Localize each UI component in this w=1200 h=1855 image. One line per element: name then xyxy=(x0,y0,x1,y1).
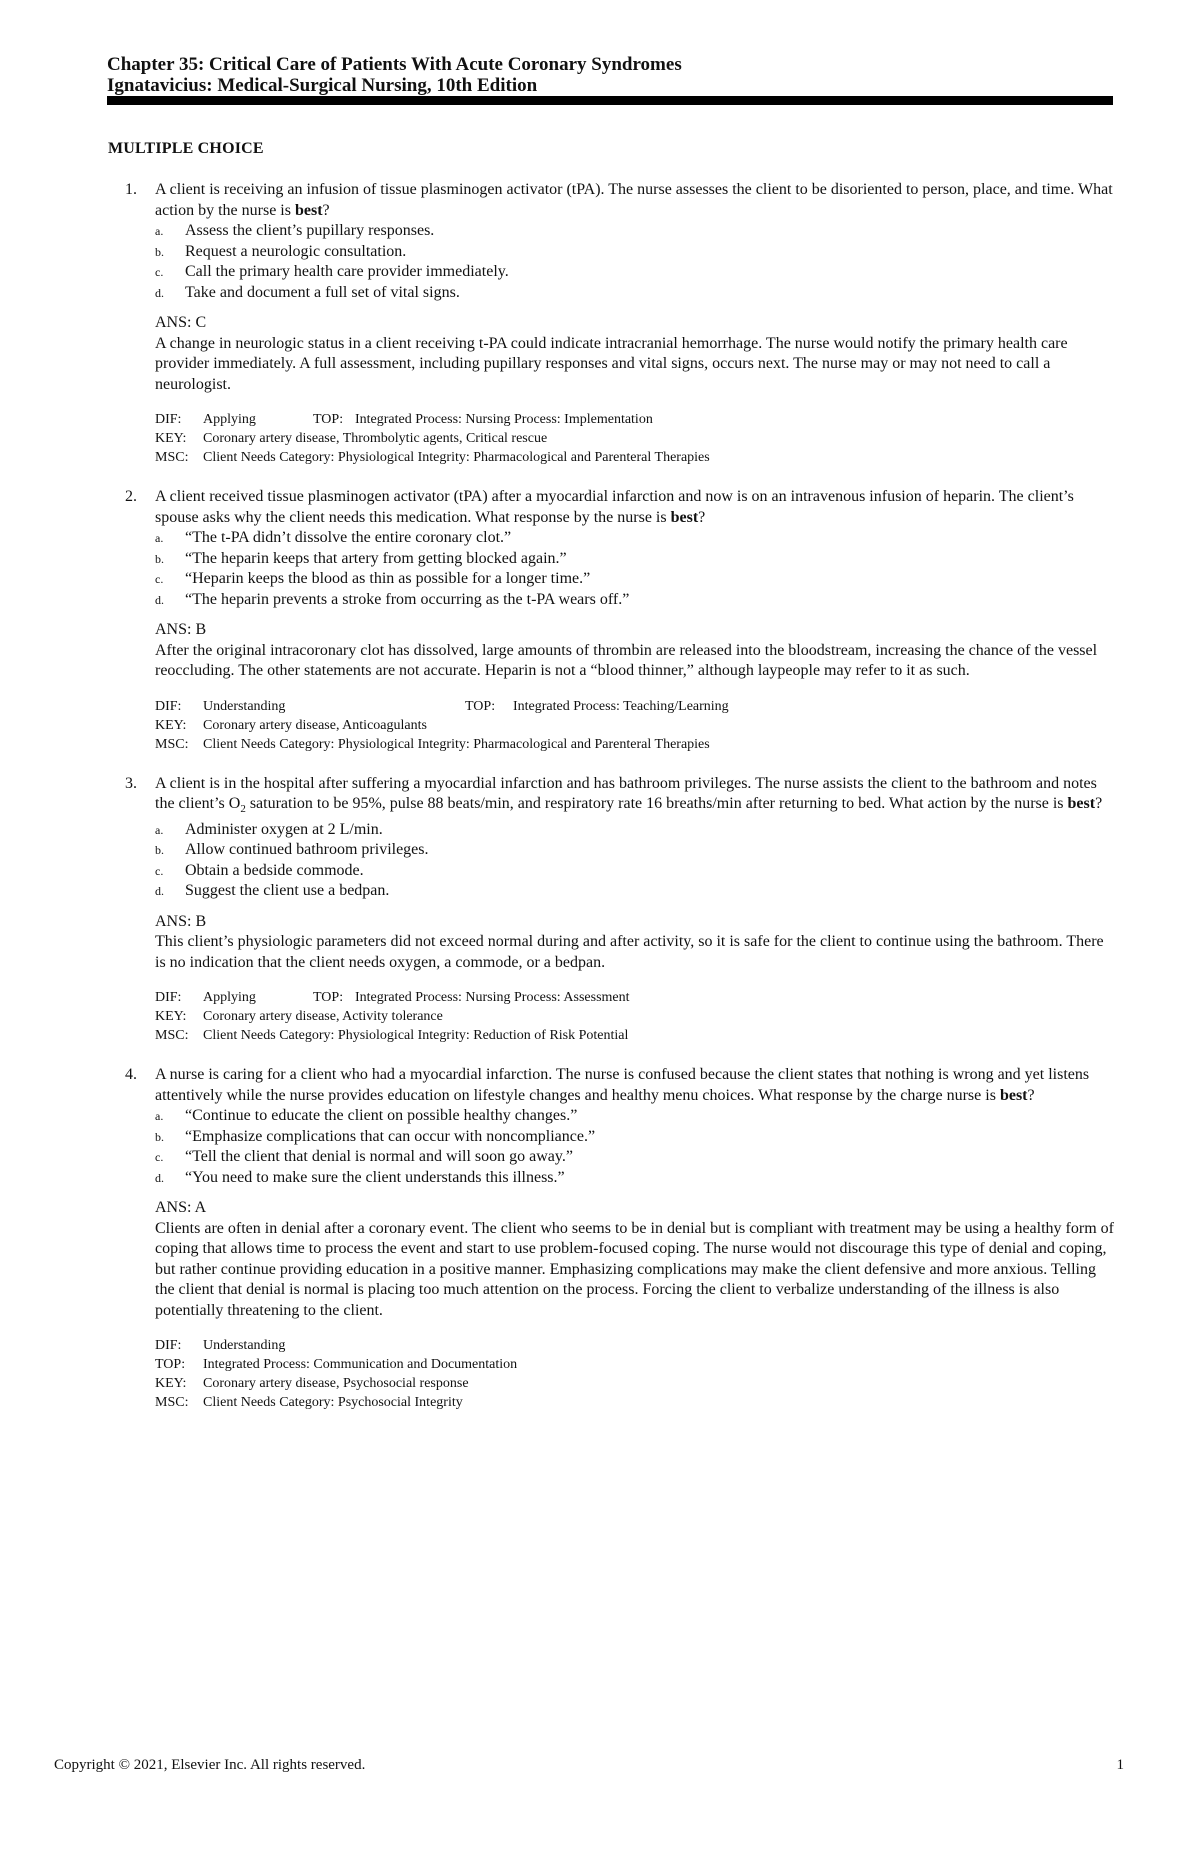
question-1 xyxy=(125,180,1115,467)
question-stem: A nurse is caring for a client who had a myocardial infarction. The nurse is confused because the client states that nothing is wrong and yet listens attentively while the nurse provides education on lifestyle changes and healthy menu choices. What response by the charge nurse is best? xyxy=(155,1066,1090,1104)
page-header xyxy=(107,54,1113,105)
question-number: 2. xyxy=(125,488,137,505)
option-a: a. Administer oxygen at 2 L/min. xyxy=(155,820,383,838)
option-b: b. Allow continued bathroom privileges. xyxy=(155,841,429,859)
question-stem: A client is in the hospital after suffering a myocardial infarction and has bathroom privileges. The nurse assists the client to the bathroom and notes the client’s $O_2$ saturation to be 95%, pulse 88 beats/min, and respiratory rate 16 breaths/min after returning to bed. What action by the nurse is best? xyxy=(155,774,1103,816)
option-d: d. Take and document a full set of vital signs. xyxy=(155,283,460,301)
answer-key: ANS: B xyxy=(155,912,207,930)
answer-key: ANS: B xyxy=(155,621,207,638)
chapter-title: Chapter 35: Critical Care of Patients With Acute Coronary Syndromes xyxy=(107,54,682,75)
option-d: d. “The heparin prevents a stroke from occurring as the t-PA wears off.” xyxy=(155,590,630,608)
option-c: c. “Heparin keeps the blood as thin as possible for a longer time.” xyxy=(155,570,591,587)
header-rule xyxy=(107,96,1113,105)
option-c: c. “Tell the client that denial is normal and will soon go away.” xyxy=(155,1148,573,1166)
answer-options xyxy=(155,820,1115,902)
rationale: This client’s physiologic parameters did not exceed normal during and after activity, so it is safe for the client to continue using the bathroom. There is no indication that the client needs oxygen, a commode, or a bedpan. xyxy=(155,933,1104,971)
section-title: MULTIPLE CHOICE xyxy=(108,140,264,157)
option-d: d. “You need to make sure the client understands this illness.” xyxy=(155,1168,565,1186)
answer-options xyxy=(155,528,1115,610)
question-stem: A client received tissue plasminogen activator (tPA) after a myocardial infarction and now is on an intravenous infusion of heparin. The client’s spouse asks why the client needs this medication. What response by the nurse is best? xyxy=(155,488,1074,526)
option-d: d. Suggest the client use a bedpan. xyxy=(155,882,390,900)
option-c: c. Obtain a bedside commode. xyxy=(155,861,364,879)
question-number: 1. xyxy=(125,181,137,198)
questions-list xyxy=(125,180,1115,1432)
option-a: a. Assess the client’s pupillary responses. xyxy=(155,222,435,239)
option-c: c. Call the primary health care provider immediately. xyxy=(155,263,509,280)
option-b: b. Request a neurologic consultation. xyxy=(155,242,407,260)
option-b: b. “Emphasize complications that can occur with noncompliance.” xyxy=(155,1127,596,1145)
answer-options xyxy=(155,221,1115,303)
rationale: Clients are often in denial after a coronary event. The client who seems to be in denial but is compliant with treatment may be using a healthy form of coping that allows time to process the event and start to use problem-focused coping. The nurse would not discourage this type of denial and coping, but rather continue providing education in a positive manner. Emphasizing complications may make the client defensive and more anxious. Telling the client that denial is normal is placing too much attention on the process. Forcing the client to verbalize understanding of the illness is also potentially threatening to the client. xyxy=(155,1219,1114,1319)
answer-options xyxy=(155,1106,1115,1188)
question-number: 3. xyxy=(125,774,137,792)
question-metadata: DIF: Applying TOP: Integrated Process: Nursing Process: Assessment KEY: Coronary artery disease, Activity tolerance MSC: Client Needs Category: Physiological Integrity: Reduction of Risk Potential xyxy=(155,990,630,1044)
question-metadata: DIF: Understanding TOP: Integrated Process: Teaching/Learning KEY: Coronary artery disease, Anticoagulants MSC: Client Needs Category: Physiological Integrity: Pharmacological and Parenteral Therapies xyxy=(155,698,729,752)
question-metadata: DIF: Understanding TOP: Integrated Process: Communication and Documentation KEY: Coronary artery disease, Psychosocial response MSC: Client Needs Category: Psychosocial Integrity xyxy=(155,1338,518,1411)
answer-key: ANS: A xyxy=(155,1199,207,1217)
rationale: A change in neurologic status in a client receiving t-PA could indicate intracranial hemorrhage. The nurse would notify the primary health care provider immediately. A full assessment, including pupillary responses and vital signs, occurs next. The nurse may or may not need to call a neurologist. xyxy=(155,334,1068,393)
page-footer xyxy=(54,1757,1124,1774)
question-stem: A client is receiving an infusion of tissue plasminogen activator (tPA). The nurse assesses the client to be disoriented to person, place, and time. What action by the nurse is best? xyxy=(155,181,1113,219)
copyright-notice: Copyright © 2021, Elsevier Inc. All rights reserved. xyxy=(54,1757,366,1773)
page-number: 1 xyxy=(1116,1757,1124,1773)
question-number: 4. xyxy=(125,1066,137,1084)
question-2 xyxy=(125,487,1115,754)
option-a: a. “Continue to educate the client on possible healthy changes.” xyxy=(155,1107,578,1125)
option-b: b. “The heparin keeps that artery from getting blocked again.” xyxy=(155,549,567,567)
question-3 xyxy=(125,774,1115,1046)
answer-key: ANS: C xyxy=(155,314,207,331)
rationale: After the original intracoronary clot has dissolved, large amounts of thrombin are released into the bloodstream, increasing the chance of the vessel reoccluding. The other statements are not accurate. Heparin is not a “blood thinner,” although laypeople may refer to it as such. xyxy=(155,641,1098,679)
question-metadata: DIF: Applying TOP: Integrated Process: Nursing Process: Implementation KEY: Coronary artery disease, Thrombolytic agents, Critical rescue MSC: Client Needs Category: Physiological Integrity: Pharmacological and Parenteral Therapies xyxy=(155,412,710,465)
book-title: Ignatavicius: Medical-Surgical Nursing, 10th Edition xyxy=(107,75,538,96)
option-a: a. “The t-PA didn’t dissolve the entire coronary clot.” xyxy=(155,529,512,546)
question-4 xyxy=(125,1065,1115,1412)
